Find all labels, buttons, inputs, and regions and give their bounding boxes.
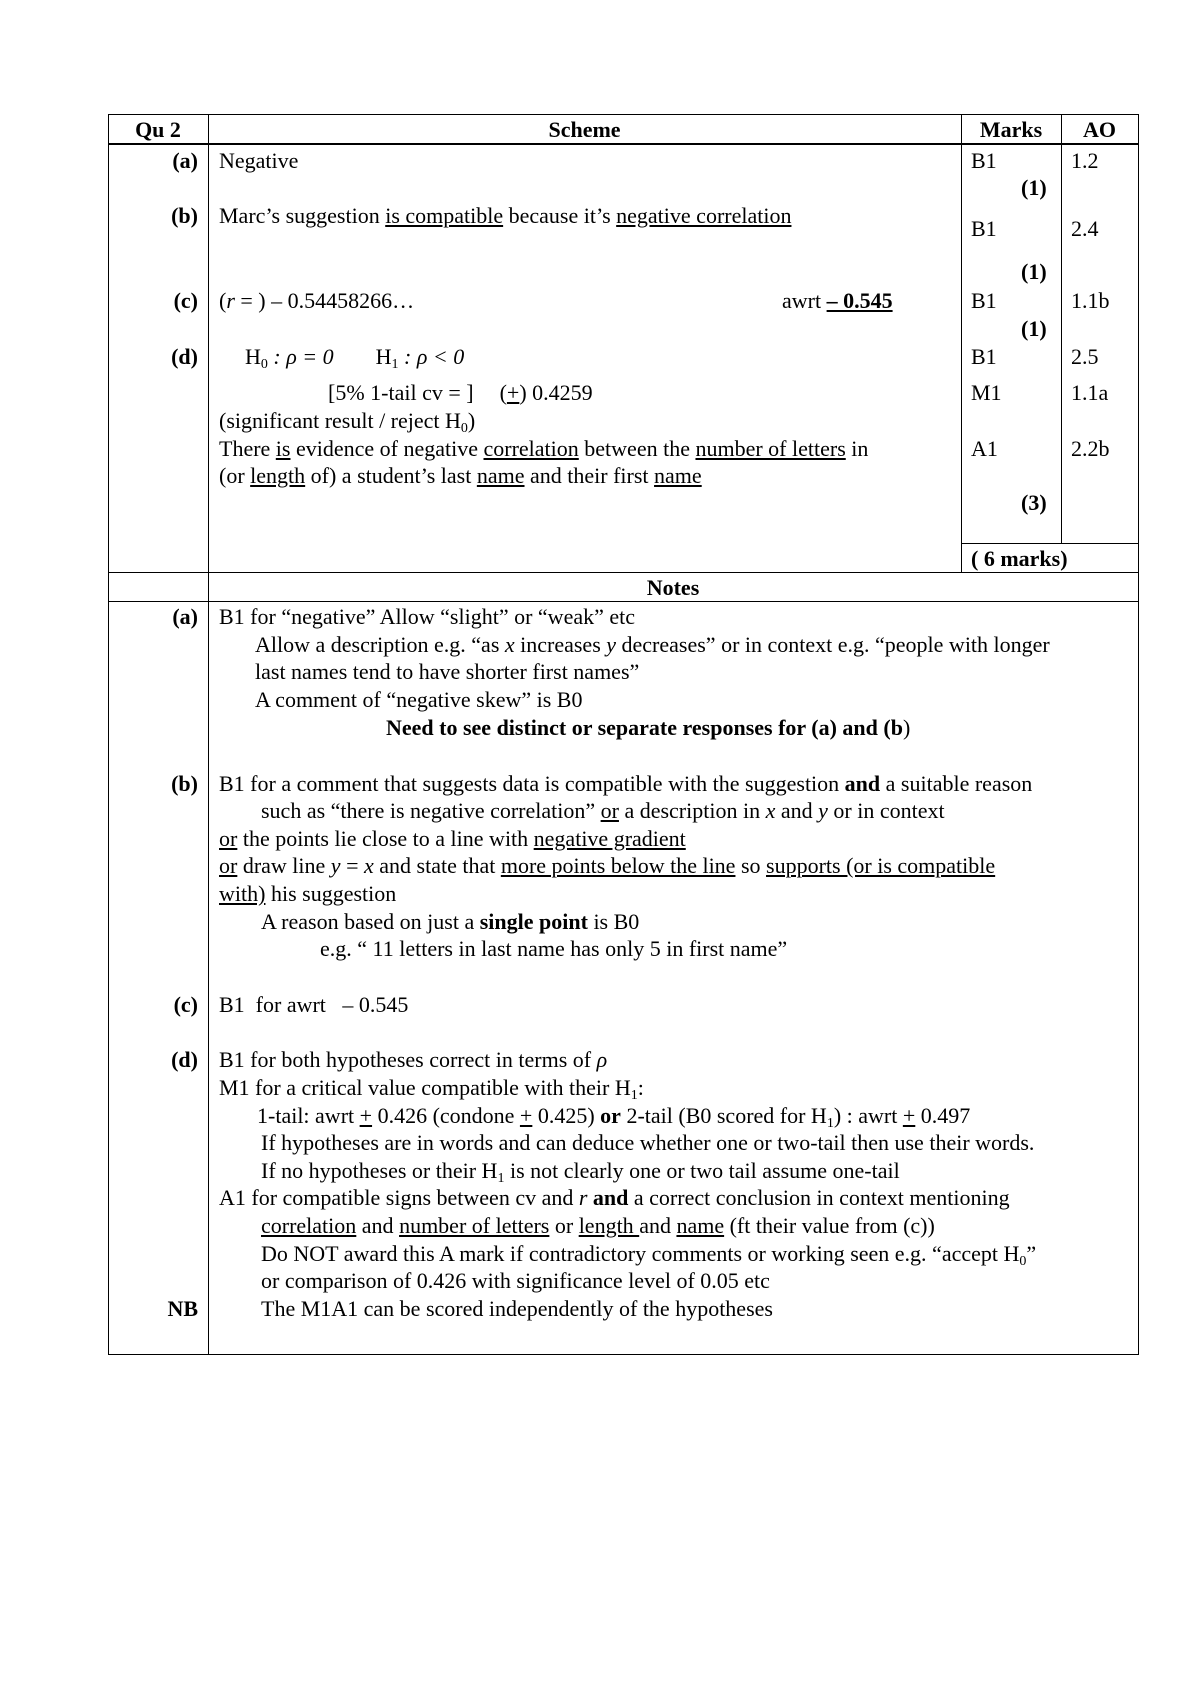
header-qu: Qu 2: [135, 117, 181, 142]
notes-b-line3: or the points lie close to a line with negative gradient: [219, 826, 686, 851]
notes-d-line10: The M1A1 can be scored independently of the hypotheses: [261, 1296, 773, 1321]
label-column-border: [208, 114, 209, 1355]
notes-b-line6: A reason based on just a single point is B0: [261, 909, 640, 934]
notes-b-line5: with) his suggestion: [219, 881, 397, 906]
part-c-ao: 1.1b: [1071, 288, 1110, 313]
part-c-total: (1): [1021, 316, 1047, 341]
notes-b-line4: or draw line y = x and state that more points below the line so supports (or is compatible: [219, 853, 996, 878]
notes-d-line5: If no hypotheses or their $H_1$ is not clearly one or two tail assume one-tail: [261, 1158, 900, 1186]
ao-column-border: [1061, 114, 1062, 544]
part-b-total: (1): [1021, 259, 1047, 284]
notes-b-line1: B1 for a comment that suggests data is compatible with the suggestion and a suitable reason: [219, 771, 1033, 796]
header-scheme: Scheme: [548, 117, 621, 142]
notes-d-label: (d): [171, 1047, 198, 1072]
notes-a-line5: Need to see distinct or separate responses for (a) and (b): [386, 715, 911, 740]
notes-a-line3: last names tend to have shorter first names”: [255, 659, 640, 684]
notes-a-line2: Allow a description e.g. “as x increases y decreases” or in context e.g. “people with longer: [255, 632, 1050, 657]
part-d-significance: (significant result / reject $H_0$): [219, 408, 476, 436]
part-d-conclusion-line2: (or length of) a student’s last name and their first name: [219, 463, 702, 488]
part-c-awrt: awrt – 0.545: [782, 288, 893, 313]
notes-b-line7: e.g. “ 11 letters in last name has only 5 in first name”: [320, 936, 788, 961]
total-marks: ( 6 marks): [971, 546, 1068, 571]
part-b-mark: B1: [971, 216, 997, 241]
part-a-ao: 1.2: [1071, 148, 1099, 173]
notes-d-line1: B1 for both hypotheses correct in terms of ρ: [219, 1047, 608, 1072]
part-d-ao-2: 1.1a: [1071, 380, 1109, 405]
notes-d-line6: A1 for compatible signs between cv and r and a correct conclusion in context mentioning: [219, 1185, 1010, 1210]
notes-a-label: (a): [172, 604, 198, 629]
part-d-ao-1: 2.5: [1071, 344, 1099, 369]
notes-a-line4: A comment of “negative skew” is B0: [255, 687, 583, 712]
part-c-mark: B1: [971, 288, 997, 313]
part-c-label: (c): [173, 288, 198, 313]
header-ao: AO: [1083, 117, 1116, 142]
notes-d-line7: correlation and number of letters or length and name (ft their value from (c)): [261, 1213, 935, 1238]
notes-b-line2: such as “there is negative correlation” or a description in x and y or in context: [261, 798, 945, 823]
notes-d-line2: M1 for a critical value compatible with their $H_1$:: [219, 1075, 644, 1103]
part-d-mark-m1: M1: [971, 380, 1002, 405]
part-a-label: (a): [172, 148, 198, 173]
notes-title-bottom-border: [108, 601, 1139, 602]
notes-d-line3: 1-tail: awrt + 0.426 (condone + 0.425) or 2-tail (B0 scored for $H_1$) : awrt + 0.497: [257, 1103, 971, 1131]
header-marks: Marks: [979, 117, 1043, 142]
part-b-label: (b): [171, 203, 198, 228]
part-a-answer: Negative: [219, 148, 299, 173]
notes-d-line9: or comparison of 0.426 with significance level of 0.05 etc: [261, 1268, 770, 1293]
notes-b-label: (b): [171, 771, 198, 796]
table-right-border: [1138, 114, 1139, 1355]
part-d-critical-value: [5% 1-tail cv = ] (+) 0.4259: [328, 380, 593, 405]
notes-c-label: (c): [173, 992, 198, 1017]
notes-title: Notes: [646, 575, 700, 600]
part-d-mark-a1: A1: [971, 436, 998, 461]
part-a-mark: B1: [971, 148, 997, 173]
scheme-bottom-border: [108, 572, 1139, 573]
header-bottom-border: [108, 143, 1139, 145]
table-top-border: [108, 114, 1139, 115]
notes-a-line1: B1 for “negative” Allow “slight” or “weak” etc: [219, 604, 636, 629]
part-d-total: (3): [1021, 490, 1047, 515]
total-marks-top-border: [961, 543, 1139, 544]
part-d-mark-b1: B1: [971, 344, 997, 369]
marks-column-border: [961, 114, 962, 573]
part-b-answer: Marc’s suggestion is compatible because it’s negative correlation: [219, 203, 792, 228]
part-d-ao-3: 2.2b: [1071, 436, 1110, 461]
notes-d-line4: If hypotheses are in words and can deduce whether one or two-tail then use their words.: [261, 1130, 1035, 1155]
notes-c-line1: B1 for awrt – 0.545: [219, 992, 409, 1017]
part-d-label: (d): [171, 344, 198, 369]
table-bottom-border: [108, 1354, 1139, 1355]
part-a-total: (1): [1021, 175, 1047, 200]
part-c-answer: (r = ) – 0.54458266…: [219, 288, 415, 313]
part-b-ao: 2.4: [1071, 216, 1099, 241]
part-d-conclusion-line1: There is evidence of negative correlation between the number of letters in: [219, 436, 869, 461]
part-d-hypotheses: $H_0$ : ρ = 0 $H_1$ : ρ < 0: [245, 344, 465, 372]
notes-d-line8: Do NOT award this A mark if contradictory comments or working seen e.g. “accept $H_0$”: [261, 1241, 1037, 1269]
notes-nb-label: NB: [167, 1296, 198, 1321]
